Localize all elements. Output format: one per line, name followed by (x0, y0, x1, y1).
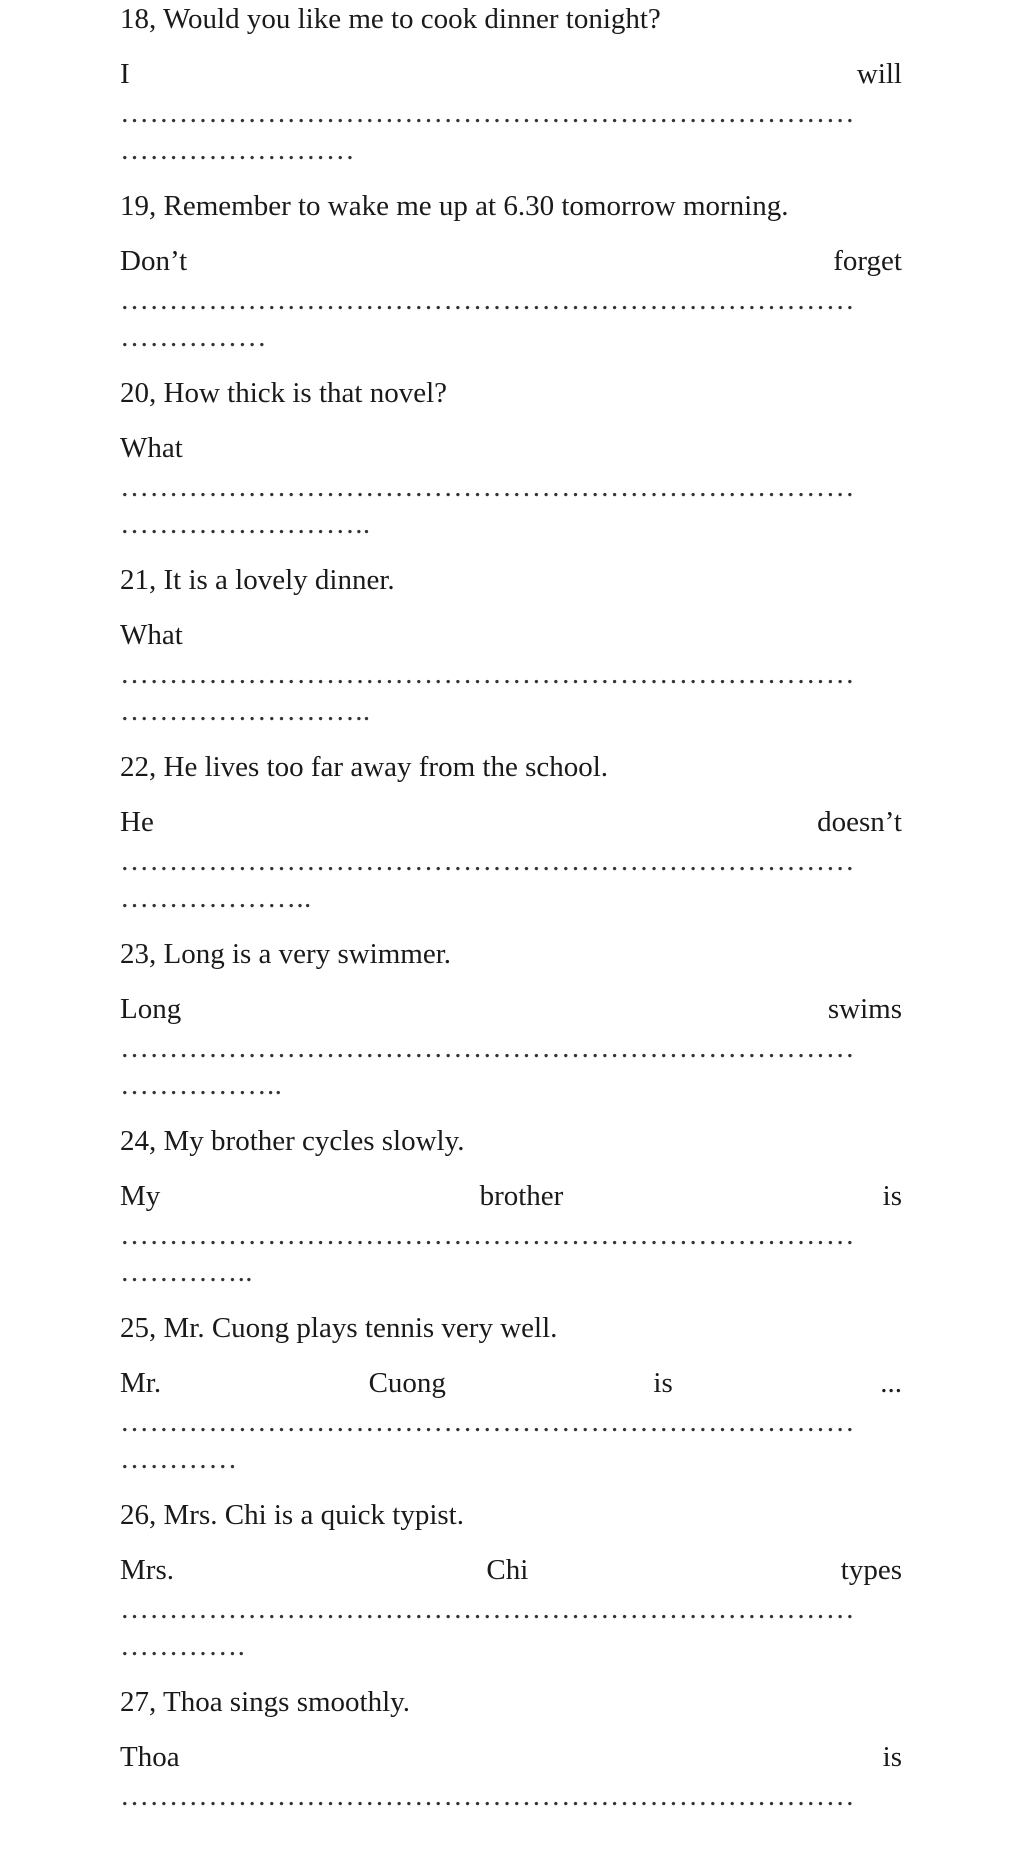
answer-starter (120, 244, 902, 278)
answer-blank-line[interactable]: ………………………………………………………………… (120, 284, 855, 316)
answer-blank-line[interactable]: ………………………………………………………………… (120, 845, 855, 877)
question-prompt: 22, He lives too far away from the school. (120, 751, 609, 783)
answer-starter (120, 1740, 902, 1774)
exercise-18 (120, 0, 902, 187)
worksheet-page (120, 0, 902, 1870)
starter-word: I (120, 58, 130, 90)
answer-blank-tail[interactable]: …………. (120, 1630, 246, 1662)
answer-starter (120, 1366, 902, 1400)
starter-word: is (882, 1180, 902, 1212)
answer-blank-tail[interactable]: ……………….. (120, 882, 312, 914)
answer-starter (120, 992, 902, 1026)
answer-blank-line[interactable]: ………………………………………………………………… (120, 1219, 855, 1251)
question-prompt: 19, Remember to wake me up at 6.30 tomorrow morning. (120, 190, 789, 222)
answer-starter (120, 431, 902, 465)
answer-blank-line[interactable]: ………………………………………………………………… (120, 1780, 855, 1812)
answer-starter (120, 618, 902, 652)
starter-word: Mr. (120, 1367, 162, 1399)
starter-word: Mrs. (120, 1554, 174, 1586)
starter-word: What (120, 432, 183, 464)
exercise-24 (120, 1122, 902, 1309)
exercise-26 (120, 1496, 902, 1683)
answer-blank-line[interactable]: ………………………………………………………………… (120, 658, 855, 690)
answer-blank-tail[interactable]: …………………….. (120, 508, 371, 540)
exercise-27 (120, 1683, 902, 1870)
question-prompt: 21, It is a lovely dinner. (120, 564, 395, 596)
answer-blank-line[interactable]: ………………………………………………………………… (120, 471, 855, 503)
starter-word: swims (827, 993, 902, 1025)
answer-starter (120, 1179, 902, 1213)
exercise-20 (120, 374, 902, 561)
answer-starter (120, 57, 902, 91)
answer-blank-tail[interactable]: …………… (120, 321, 267, 353)
starter-word: is (882, 1741, 902, 1773)
starter-word: brother (479, 1180, 564, 1212)
question-prompt: 23, Long is a very swimmer. (120, 938, 452, 970)
starter-word: Thoa (120, 1741, 180, 1773)
exercise-21 (120, 561, 902, 748)
answer-blank-line[interactable]: ………………………………………………………………… (120, 1032, 855, 1064)
starter-word: Chi (486, 1554, 529, 1586)
exercise-22 (120, 748, 902, 935)
answer-blank-line[interactable]: ………………………………………………………………… (120, 1406, 855, 1438)
answer-blank-line[interactable]: ………………………………………………………………… (120, 1593, 855, 1625)
starter-word: He (120, 806, 154, 838)
starter-word: Don’t (120, 245, 188, 277)
answer-blank-tail[interactable]: ………….. (120, 1256, 253, 1288)
starter-word: forget (833, 245, 902, 277)
starter-word: What (120, 619, 183, 651)
question-prompt: 27, Thoa sings smoothly. (120, 1686, 411, 1718)
starter-word: Cuong (368, 1367, 446, 1399)
answer-blank-line[interactable]: ………………………………………………………………… (120, 97, 855, 129)
answer-starter (120, 1553, 902, 1587)
starter-word: ... (880, 1367, 902, 1399)
starter-word: is (653, 1367, 673, 1399)
starter-word: Long (120, 993, 182, 1025)
answer-blank-tail[interactable]: ………… (120, 1443, 238, 1475)
question-prompt: 25, Mr. Cuong plays tennis very well. (120, 1312, 558, 1344)
question-prompt: 20, How thick is that novel? (120, 377, 448, 409)
starter-word: My (120, 1180, 161, 1212)
question-prompt: 24, My brother cycles slowly. (120, 1125, 465, 1157)
exercise-25 (120, 1309, 902, 1496)
starter-word: types (840, 1554, 902, 1586)
answer-blank-tail[interactable]: …………………….. (120, 695, 371, 727)
starter-word: doesn’t (817, 806, 902, 838)
starter-word: will (856, 58, 902, 90)
answer-blank-tail[interactable]: …………………… (120, 134, 356, 166)
question-prompt: 18, Would you like me to cook dinner tonight? (120, 3, 661, 35)
exercise-23 (120, 935, 902, 1122)
exercise-19 (120, 187, 902, 374)
answer-starter (120, 805, 902, 839)
answer-blank-tail[interactable]: …………….. (120, 1069, 283, 1101)
question-prompt: 26, Mrs. Chi is a quick typist. (120, 1499, 464, 1531)
